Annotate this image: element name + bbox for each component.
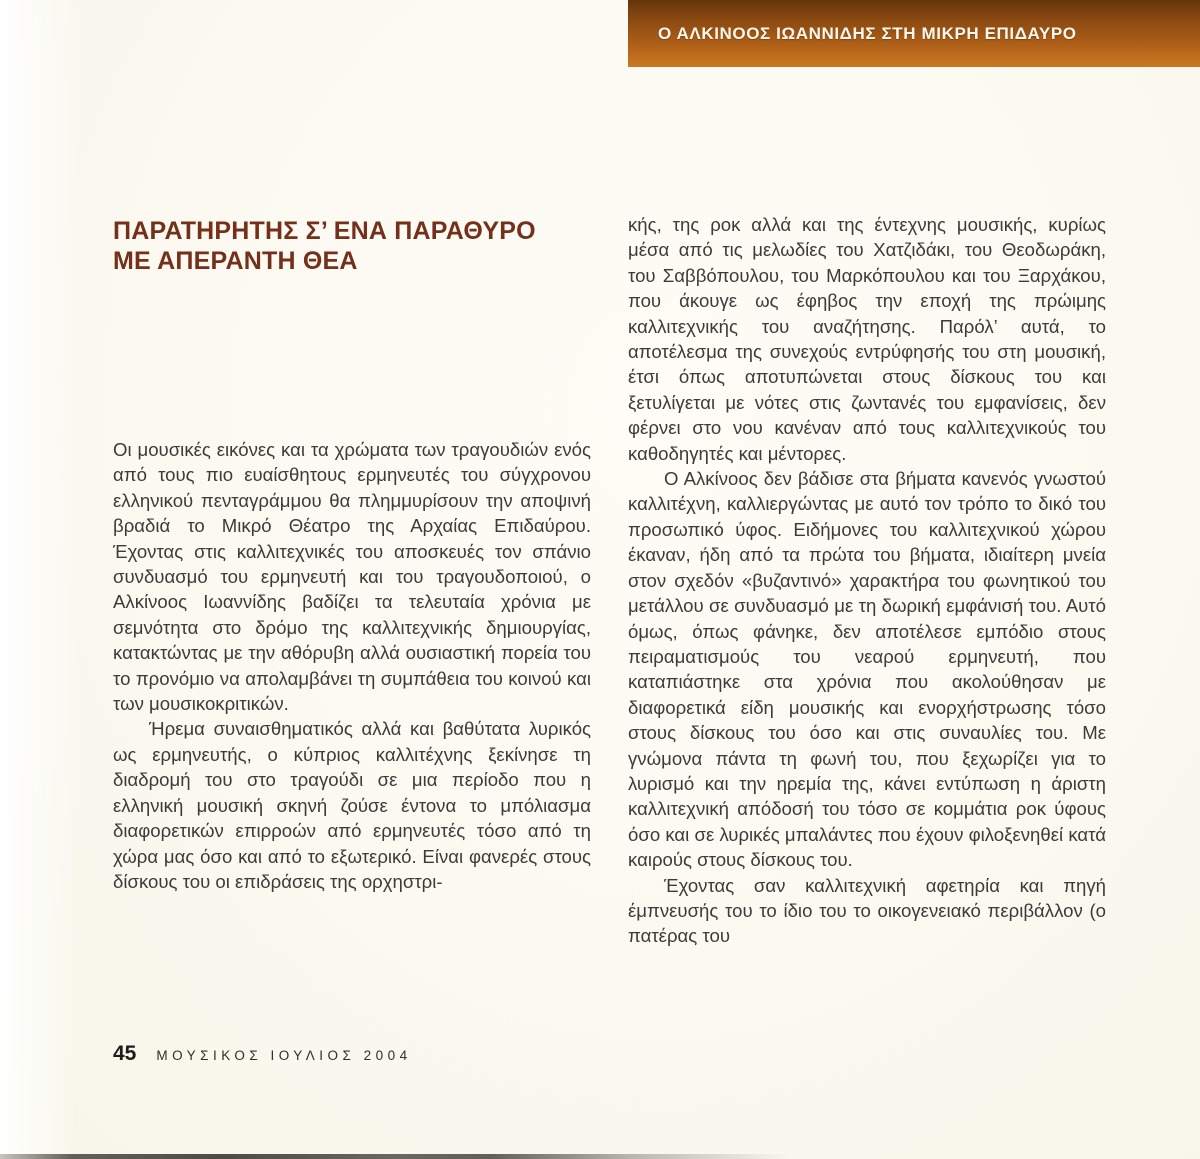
paragraph: Ο Αλκίνοος δεν βάδισε στα βήματα κανενός γνωστού καλλιτέχνη, καλλιεργώντας με αυτό τον τρόπο το δικό του προσωπικό ύφος. Ειδήμονες του καλλιτεχνικού χώρου έκαναν, ήδη από τα πρώτα του βήματα, ιδιαίτερη μνεία στον σχεδόν «βυζαντινό» χαρακτήρα του φωνητικού του μετάλλου σε συνδυασμό με τη δωρική εμφάνισή του. Αυτό όμως, όπως φάνηκε, δεν αποτέλεσε εμπόδιο στους πειραματισμούς του νεαρού ερμηνευτή, που καταπιάστηκε στα χρόνια που ακολούθησαν με διαφορετικά είδη μουσικής και ενορχήστρωσης τόσο στους δίσκους του όσο και στις συναυλίες του. Με γνώμονα πάντα τη φωνή του, που ξεχωρίζει για το λυρισμό και την ηρεμία της, κάνει εντύπωση η άριστη καλλιτεχνική απόδοσή του τόσο σε κομμάτια ροκ ύφους όσο και σε λυρικές μπαλάντες που έχουν φιλοξενηθεί κατά καιρούς στους δίσκους του. — [628, 468, 1106, 871]
article-title-line-2: ΜΕ ΑΠΕΡΑΝΤΗ ΘΕΑ — [113, 247, 358, 275]
paragraph: κής, της ροκ αλλά και της έντεχνης μουσικής, κυρίως μέσα από τις μελωδίες του Χατζιδάκι, του Θεοδωράκη, του Σαββόπουλου, του Μαρκόπουλου και του Ξαρχάκου, που άκουγε ως έφηβος την εποχή της πρώιμης καλλιτεχνικής του αναζήτησης. Παρόλ’ αυτά, το αποτέλεσμα της συνεχούς εντρύφησής του στη μουσική, έτσι όπως αποτυπώνεται στους δίσκους του και ξετυλίγεται με νότες στις ζωντανές του εμφανίσεις, δεν φέρνει στο νου κανέναν από τους καλλιτεχνικούς του καθοδηγητές και μέντορες. — [628, 214, 1106, 464]
article-title-line-1: ΠΑΡΑΤΗΡΗΤΗΣ Σ’ ΕΝΑ ΠΑΡΑΘΥΡΟ — [113, 217, 536, 245]
section-header-label: Ο ΑΛΚΙΝΟΟΣ ΙΩΑΝΝΙΔΗΣ ΣΤΗ ΜΙΚΡΗ ΕΠΙΔΑΥΡΟ — [658, 23, 1077, 43]
paragraph: Οι μουσικές εικόνες και τα χρώματα των τραγουδιών ενός από τους πιο ευαίσθητους ερμηνευτές του σύγχρονου ελληνικού πενταγράμμου θα πλημμυρίσουν την αποψινή βραδιά το Μικρό Θέατρο της Αρχαίας Επιδαύρου. Έχοντας στις καλλιτεχνικές του αποσκευές τον σπάνιο συνδυασμό του ερμηνευτή και του τραγουδοποιού, ο Αλκίνοος Ιωαννίδης βαδίζει τα τελευταία χρόνια με σεμνότητα στο δρόμο της καλλιτεχνικής δημιουργίας, κατακτώντας με την αθόρυβη αλλά ουσιαστική πορεία του το προνόμιο να απολαμβάνει τη συμπάθεια του κοινού και των μουσικοκριτικών. — [113, 439, 591, 715]
page-footer — [113, 1042, 412, 1066]
article-column-left — [113, 437, 591, 894]
page-left-edge-highlight — [0, 0, 78, 1159]
article-column-right — [628, 212, 1106, 949]
article-title — [113, 216, 613, 276]
section-header-bar — [628, 0, 1200, 67]
paragraph: Έχοντας σαν καλλιτεχνική αφετηρία και πηγή έμπνευσής του το ίδιο του το οικογενειακό περιβάλλον (ο πατέρας του — [628, 874, 1106, 947]
paragraph: Ήρεμα συναισθηματικός αλλά και βαθύτατα λυρικός ως ερμηνευτής, ο κύπριος καλλιτέχνης ξεκίνησε τη διαδρομή του στο τραγούδι σε μια περίοδο που η ελληνική μουσική σκηνή ζούσε έντονα το μπόλιασμα διαφορετικών επιρροών από ερμηνευτές τόσο από τη χώρα μας όσο και από το εξωτερικό. Είναι φανερές στους δίσκους του οι επιδράσεις της ορχηστρι- — [113, 718, 591, 892]
magazine-name-label: ΜΟΥΣΙΚΟΣ ΙΟΥΛΙΟΣ 2004 — [156, 1048, 412, 1063]
scan-artifact-bottom-edge — [0, 1154, 790, 1159]
page-number: 45 — [113, 1042, 137, 1065]
